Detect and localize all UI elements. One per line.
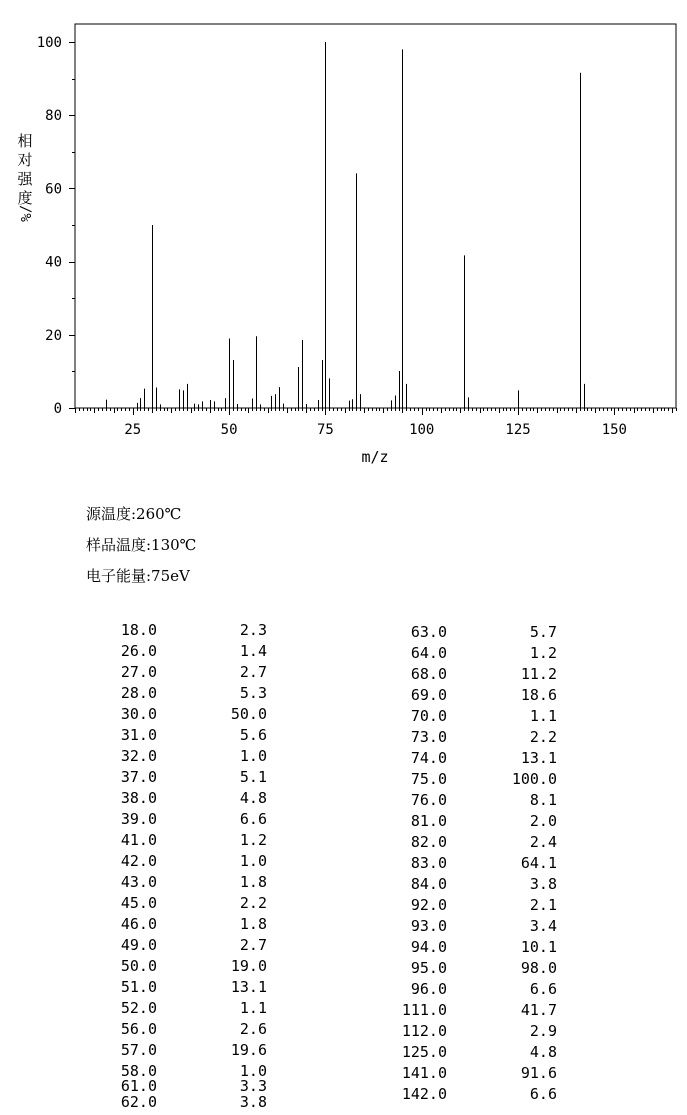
peak-mz: 95.0	[410, 959, 447, 977]
peak-mz: 56.0	[120, 1020, 157, 1038]
peak-mz: 38.0	[120, 789, 157, 807]
mass-spectrum-chart	[0, 0, 687, 470]
peak-intensity: 1.2	[529, 644, 557, 662]
peak-mz: 43.0	[120, 873, 157, 891]
peak-intensity: 10.1	[520, 938, 557, 956]
peak-intensity: 2.7	[239, 663, 267, 681]
peak-intensity: 2.2	[239, 894, 267, 912]
table-row	[77, 935, 267, 956]
table-row	[367, 916, 557, 937]
table-row	[77, 641, 267, 662]
peak-intensity: 5.1	[239, 768, 267, 786]
table-row	[367, 664, 557, 685]
table-row	[77, 704, 267, 725]
table-row	[77, 914, 267, 935]
table-row	[367, 1063, 557, 1084]
peak-intensity: 1.2	[239, 831, 267, 849]
peak-mz: 64.0	[410, 644, 447, 662]
table-row	[367, 811, 557, 832]
peak-mz: 58.0	[120, 1062, 157, 1080]
table-row	[77, 893, 267, 914]
peak-mz: 52.0	[120, 999, 157, 1017]
peak-mz: 111.0	[401, 1001, 447, 1019]
table-row	[77, 998, 267, 1019]
peak-intensity: 5.6	[239, 726, 267, 744]
table-row	[77, 1019, 267, 1040]
sample-temperature: 样品温度:130℃	[86, 536, 197, 554]
peak-intensity: 11.2	[520, 665, 557, 683]
peak-mz: 70.0	[410, 707, 447, 725]
y-axis	[37, 35, 75, 417]
x-tick-label: 100	[409, 422, 435, 438]
table-row	[77, 1092, 267, 1113]
peak-intensity: 98.0	[520, 959, 557, 977]
peak-intensity: 3.8	[529, 875, 557, 893]
x-tick-label: 150	[601, 422, 628, 438]
peak-intensity: 100.0	[511, 770, 557, 788]
table-row	[367, 622, 557, 643]
table-row	[367, 979, 557, 1000]
peak-intensity: 2.7	[239, 936, 267, 954]
table-row	[367, 685, 557, 706]
table-row	[367, 1042, 557, 1063]
peak-mz: 30.0	[120, 705, 157, 723]
x-tick-label: 125	[505, 422, 531, 438]
table-row	[367, 1084, 557, 1105]
peak-mz: 42.0	[120, 852, 157, 870]
peak-intensity: 41.7	[520, 1001, 557, 1019]
peak-intensity: 2.9	[529, 1022, 557, 1040]
peak-intensity: 8.1	[529, 791, 557, 809]
peak-intensity: 1.4	[239, 642, 267, 660]
y-axis-label: 相对强度	[17, 132, 33, 207]
peak-mz: 75.0	[410, 770, 447, 788]
y-tick-label: 80	[45, 108, 62, 125]
x-axis	[76, 408, 677, 438]
peak-mz: 81.0	[410, 812, 447, 830]
peak-intensity: 50.0	[230, 705, 267, 723]
peak-intensity: 1.0	[239, 747, 267, 765]
acquisition-conditions	[86, 502, 196, 595]
plot-frame	[75, 24, 676, 408]
peak-mz: 82.0	[410, 833, 447, 851]
peak-mz: 68.0	[410, 665, 447, 683]
x-tick-label: 25	[124, 422, 142, 438]
peak-mz: 94.0	[410, 938, 447, 956]
peak-mz: 74.0	[410, 749, 447, 767]
peak-mz: 26.0	[120, 642, 157, 660]
y-tick-label: 100	[36, 35, 62, 51]
peak-intensity: 18.6	[520, 686, 557, 704]
peak-mz: 96.0	[410, 980, 447, 998]
peak-bars	[107, 42, 585, 408]
table-row	[367, 832, 557, 853]
table-row	[367, 853, 557, 874]
peak-mz: 39.0	[120, 810, 157, 828]
y-tick-label: 0	[53, 401, 62, 417]
x-axis-label: m/z	[361, 448, 389, 466]
table-row	[367, 895, 557, 916]
peak-mz: 125.0	[401, 1043, 447, 1061]
peak-intensity: 1.1	[239, 999, 267, 1017]
peak-mz: 37.0	[120, 768, 157, 786]
peak-intensity: 3.4	[529, 917, 557, 935]
table-row	[77, 767, 267, 788]
peak-mz: 83.0	[410, 854, 447, 872]
peak-mz: 31.0	[120, 726, 157, 744]
peak-intensity: 13.1	[230, 978, 267, 996]
peak-intensity: 2.1	[529, 896, 557, 914]
peak-intensity: 1.1	[529, 707, 557, 725]
table-row	[367, 958, 557, 979]
table-row	[77, 809, 267, 830]
table-row	[367, 643, 557, 664]
source-temperature: 源温度:260℃	[86, 505, 182, 523]
peak-intensity: 6.6	[239, 810, 267, 828]
peak-mz: 50.0	[120, 957, 157, 975]
table-row	[367, 937, 557, 958]
table-row	[77, 662, 267, 683]
table-row	[77, 1061, 267, 1080]
peak-intensity: 19.6	[230, 1041, 267, 1059]
peak-intensity: 1.8	[239, 873, 267, 891]
peak-mz: 28.0	[120, 684, 157, 702]
table-row	[367, 1021, 557, 1042]
table-row	[77, 977, 267, 998]
peak-mz: 93.0	[410, 917, 447, 935]
table-row	[77, 1076, 267, 1095]
y-tick-label: 20	[45, 327, 62, 344]
peak-intensity: 19.0	[230, 957, 267, 975]
peak-table-right	[367, 622, 557, 1105]
table-row	[367, 1000, 557, 1021]
table-row	[77, 851, 267, 872]
peak-intensity: 4.8	[529, 1043, 557, 1061]
y-tick-label: 40	[45, 254, 62, 271]
table-row	[367, 706, 557, 727]
table-row	[77, 788, 267, 809]
peak-mz: 32.0	[120, 747, 157, 765]
peak-mz: 141.0	[401, 1064, 447, 1082]
table-row	[77, 1040, 267, 1061]
peak-mz: 46.0	[120, 915, 157, 933]
peak-intensity: 2.3	[239, 621, 267, 639]
peak-intensity: 2.4	[529, 833, 557, 851]
table-row	[367, 769, 557, 790]
table-row	[367, 790, 557, 811]
peak-mz: 27.0	[120, 663, 157, 681]
peak-intensity: 13.1	[520, 749, 557, 767]
table-row	[77, 872, 267, 893]
table-row	[77, 956, 267, 977]
x-tick-label: 50	[220, 422, 238, 438]
peak-intensity: 1.0	[239, 1062, 267, 1080]
peak-mz: 76.0	[410, 791, 447, 809]
peak-intensity: 2.6	[239, 1020, 267, 1038]
table-row	[77, 830, 267, 851]
peak-intensity: 6.6	[529, 980, 557, 998]
table-row	[77, 746, 267, 767]
peak-mz: 49.0	[120, 936, 157, 954]
y-axis-unit: /%	[17, 205, 33, 222]
peak-intensity: 1.8	[239, 915, 267, 933]
table-row	[367, 748, 557, 769]
peak-intensity: 3.8	[239, 1093, 267, 1111]
peak-intensity: 64.1	[520, 854, 557, 872]
peak-mz: 41.0	[120, 831, 157, 849]
peak-mz: 69.0	[410, 686, 447, 704]
table-row	[77, 683, 267, 704]
x-tick-label: 75	[316, 422, 334, 438]
peak-intensity: 2.0	[529, 812, 557, 830]
electron-energy: 电子能量:75eV	[86, 567, 190, 585]
table-row	[367, 874, 557, 895]
peak-intensity: 2.2	[529, 728, 557, 746]
table-row	[77, 620, 267, 641]
peak-mz: 142.0	[401, 1085, 447, 1103]
peak-mz: 92.0	[410, 896, 447, 914]
table-row	[77, 725, 267, 746]
table-row	[367, 727, 557, 748]
peak-mz: 84.0	[410, 875, 447, 893]
peak-intensity: 1.0	[239, 852, 267, 870]
peak-mz: 62.0	[120, 1093, 157, 1111]
peak-intensity: 4.8	[239, 789, 267, 807]
y-tick-label: 60	[45, 181, 62, 198]
peak-intensity: 91.6	[520, 1064, 557, 1082]
peak-mz: 63.0	[410, 623, 447, 641]
peak-mz: 45.0	[120, 894, 157, 912]
peak-intensity: 3.3	[239, 1077, 267, 1095]
peak-intensity: 5.3	[239, 684, 267, 702]
peak-mz: 73.0	[410, 728, 447, 746]
peak-intensity: 5.7	[529, 623, 557, 641]
peak-mz: 51.0	[120, 978, 157, 996]
peak-mz: 112.0	[401, 1022, 447, 1040]
peak-table-left	[77, 620, 267, 1113]
peak-mz: 57.0	[120, 1041, 157, 1059]
peak-intensity: 6.6	[529, 1085, 557, 1103]
peak-mz: 18.0	[120, 621, 157, 639]
peak-mz: 61.0	[120, 1077, 157, 1095]
